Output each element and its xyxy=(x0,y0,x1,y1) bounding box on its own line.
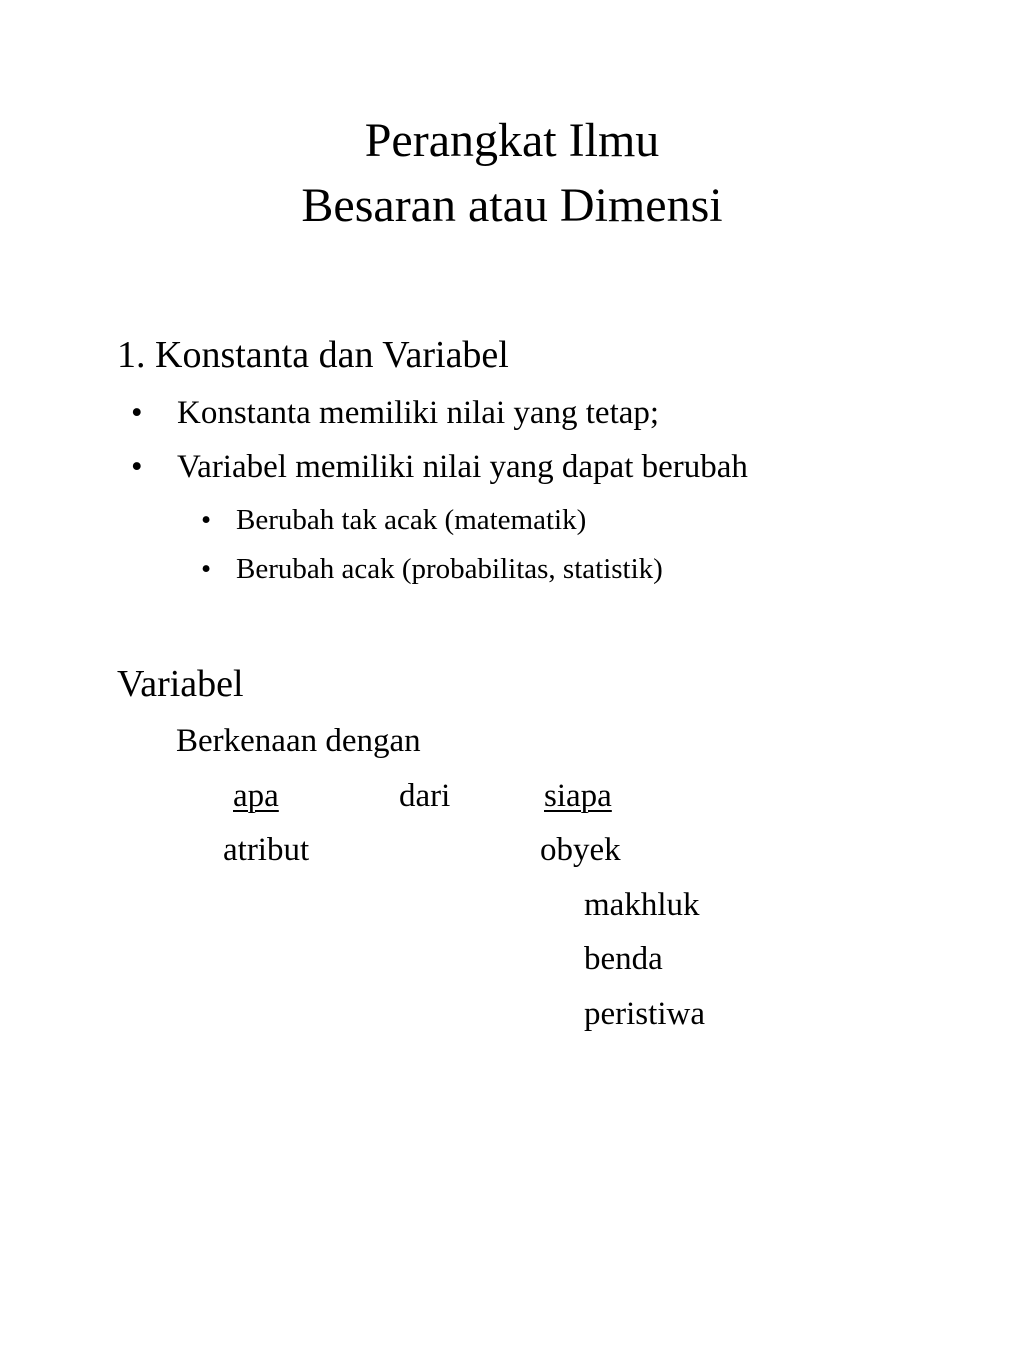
term-siapa: siapa xyxy=(544,778,612,814)
bullet-icon: • xyxy=(201,553,212,585)
bullet-text: Variabel memiliki nilai yang dapat berubah xyxy=(177,449,748,485)
slide-title-line-2: Besaran atau Dimensi xyxy=(301,179,723,232)
bullet-icon: • xyxy=(131,449,143,485)
list-item-makhluk: makhluk xyxy=(584,887,700,923)
sub-bullet-text: Berubah acak (probabilitas, statistik) xyxy=(236,553,663,585)
slide-title-line-1: Perangkat Ilmu xyxy=(364,114,660,167)
section-heading-variabel: Variabel xyxy=(117,663,244,705)
section-heading-konstanta-variabel: 1. Konstanta dan Variabel xyxy=(117,334,509,376)
bullet-icon: • xyxy=(201,504,212,536)
sub-bullet-text: Berubah tak acak (matematik) xyxy=(236,504,587,536)
list-item-peristiwa: peristiwa xyxy=(584,996,705,1032)
bullet-text: Konstanta memiliki nilai yang tetap; xyxy=(177,395,660,431)
term-obyek: obyek xyxy=(540,832,621,868)
list-item-benda: benda xyxy=(584,941,663,977)
bullet-icon: • xyxy=(131,395,143,431)
term-dari: dari xyxy=(399,778,451,814)
intro-text: Berkenaan dengan xyxy=(176,723,421,759)
term-apa: apa xyxy=(233,778,279,814)
term-atribut: atribut xyxy=(223,832,310,868)
